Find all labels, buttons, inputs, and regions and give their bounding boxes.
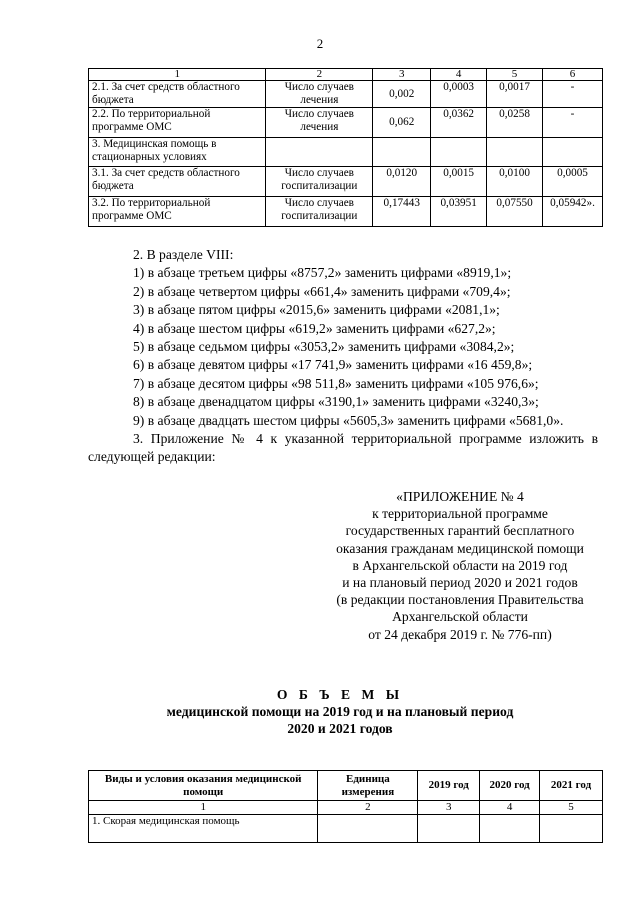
volumes-title-line: О Б Ъ Е М Ы <box>276 687 404 702</box>
volumes-title-line: медицинской помощи на 2019 год и на плановый период <box>166 704 514 719</box>
volumes-title <box>60 686 620 737</box>
col-number: 2 <box>266 69 373 81</box>
header-cell: 2019 год <box>418 771 480 801</box>
appendix-line: государственных гарантий бесплатного <box>345 523 575 539</box>
appendix-line: от 24 декабря 2019 г. № 776-пп) <box>368 626 552 642</box>
col-number: 4 <box>480 801 540 815</box>
cell-kind: 3.2. По территориальной программе ОМС <box>89 197 266 227</box>
col-number: 5 <box>540 801 603 815</box>
table-row <box>89 138 603 167</box>
table-row <box>89 167 603 197</box>
cell-value <box>540 815 603 843</box>
cell-kind: 2.2. По территориальной программе ОМС <box>89 108 266 138</box>
cell-unit: Число случаев госпитализации <box>266 197 373 227</box>
appendix-line: «ПРИЛОЖЕНИЕ № 4 <box>396 489 524 504</box>
amendment-item: 8) в абзаце двенадцатом цифры «3190,1» заменить цифрами «3240,3»; <box>133 394 539 410</box>
cell-kind: 1. Скорая медицинская помощь <box>89 815 318 843</box>
col-number: 1 <box>89 69 266 81</box>
cell-unit: Число случаев госпитализации <box>266 167 373 197</box>
cell-value: 0,0362 <box>431 108 487 138</box>
table-header-row <box>89 69 603 81</box>
cell-value <box>418 815 480 843</box>
amendment-item: 5) в абзаце седьмом цифры «3053,2» заменить цифрами «3084,2»; <box>133 339 515 355</box>
cell-unit <box>318 815 418 843</box>
appendix-line: оказания гражданам медицинской помощи <box>336 540 584 556</box>
appendix-line: и на плановый период 2020 и 2021 годов <box>342 575 578 591</box>
cell-value <box>543 138 603 167</box>
cell-value: 0,0120 <box>373 167 431 197</box>
amendment-item: 4) в абзаце шестом цифры «619,2» заменить цифрами «627,2»; <box>133 320 496 336</box>
header-cell: Единица измерения <box>318 771 418 801</box>
amendments-text <box>88 246 598 467</box>
col-number: 5 <box>487 69 543 81</box>
cell-value: 0,07550 <box>487 197 543 227</box>
appendix-line: к территориальной программе <box>372 506 548 522</box>
column-numbers-row <box>89 801 603 815</box>
cell-value: 0,17443 <box>373 197 431 227</box>
col-number: 1 <box>89 801 318 815</box>
page-number: 2 <box>316 36 324 51</box>
appendix-line: Архангельской области <box>392 609 528 625</box>
rates-table <box>88 68 603 227</box>
cell-kind: 3.1. За счет средств областного бюджета <box>89 167 266 197</box>
cell-value: 0,002 <box>373 81 431 108</box>
section-3-text: 3. Приложение № 4 к указанной территориальной программе изложить в следующей редакции: <box>88 431 598 465</box>
appendix-line: (в редакции постановления Правительства <box>336 592 584 608</box>
col-number: 3 <box>373 69 431 81</box>
col-number: 2 <box>318 801 418 815</box>
cell-value: 0,0003 <box>431 81 487 108</box>
cell-value: 0,0017 <box>487 81 543 108</box>
header-cell: 2020 год <box>480 771 540 801</box>
amendment-item: 3) в абзаце пятом цифры «2015,6» заменить цифрами «2081,1»; <box>133 302 500 318</box>
cell-value <box>431 138 487 167</box>
appendix-line: в Архангельской области на 2019 год <box>352 557 568 573</box>
amendment-item: 6) в абзаце девятом цифры «17 741,9» заменить цифрами «16 459,8»; <box>133 357 533 373</box>
table-row <box>89 108 603 138</box>
cell-value: 0,0015 <box>431 167 487 197</box>
cell-kind: 3. Медицинская помощь в стационарных условиях <box>89 138 266 167</box>
appendix-heading <box>305 488 615 643</box>
col-number: 6 <box>543 69 603 81</box>
cell-value: 0,0258 <box>487 108 543 138</box>
table-row <box>89 81 603 108</box>
cell-value: 0,03951 <box>431 197 487 227</box>
cell-value: 0,0100 <box>487 167 543 197</box>
table-row <box>89 197 603 227</box>
cell-value <box>487 138 543 167</box>
amendment-item: 2) в абзаце четвертом цифры «661,4» заменить цифрами «709,4»; <box>133 283 511 299</box>
cell-unit <box>266 138 373 167</box>
cell-value <box>480 815 540 843</box>
volumes-title-line: 2020 и 2021 годов <box>287 721 393 736</box>
header-cell: Виды и условия оказания медицинской помощи <box>89 771 318 801</box>
cell-value: 0,0005 <box>543 167 603 197</box>
header-cell: 2021 год <box>540 771 603 801</box>
amendment-item: 1) в абзаце третьем цифры «8757,2» заменить цифрами «8919,1»; <box>133 265 512 281</box>
cell-value: 0,05942». <box>543 197 603 227</box>
cell-value: 0,062 <box>373 108 431 138</box>
cell-kind: 2.1. За счет средств областного бюджета <box>89 81 266 108</box>
amendment-item: 7) в абзаце десятом цифры «98 511,8» заменить цифрами «105 976,6»; <box>133 375 539 391</box>
table-row <box>89 815 603 843</box>
cell-value: - <box>543 81 603 108</box>
volumes-table <box>88 770 603 843</box>
col-number: 4 <box>431 69 487 81</box>
amendment-item: 9) в абзаце двадцать шестом цифры «5605,3» заменить цифрами «5681,0». <box>133 412 564 428</box>
cell-unit: Число случаев лечения <box>266 108 373 138</box>
cell-value: - <box>543 108 603 138</box>
col-number: 3 <box>418 801 480 815</box>
section-2-heading: 2. В разделе VIII: <box>133 247 234 262</box>
cell-unit: Число случаев лечения <box>266 81 373 108</box>
cell-value <box>373 138 431 167</box>
table-header-row <box>89 771 603 801</box>
